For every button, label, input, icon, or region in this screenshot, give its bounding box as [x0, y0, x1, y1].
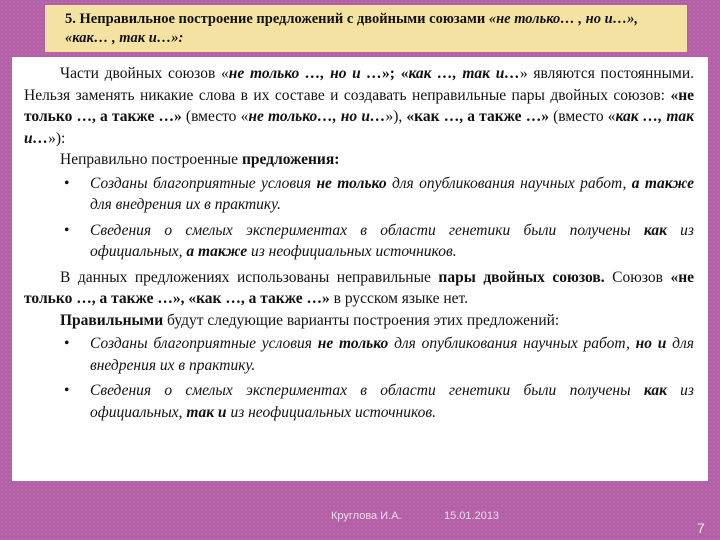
bullet-icon: •	[64, 335, 70, 352]
footer-author: Круглова И.А.	[331, 510, 402, 522]
text-run: не только	[316, 174, 387, 192]
text-run: Созданы благоприятные условия	[90, 174, 317, 192]
bullet-icon: •	[64, 382, 70, 399]
text-run: не только…, но и…	[248, 108, 386, 125]
text-run: (вместо «	[548, 108, 616, 125]
text-run: «не только …, а также …»	[24, 86, 694, 125]
slide-title-line-1	[65, 10, 679, 29]
text-run: но и	[635, 335, 667, 352]
text-run: для внедрения их в практику.	[90, 335, 694, 374]
text-run: Сведения о смелых экспериментах в области генетики были получены	[90, 221, 644, 239]
text-run: Союзов	[604, 268, 671, 286]
wrong-sentences-heading	[24, 149, 694, 171]
text-run: как …, так и…	[408, 65, 520, 82]
correct-example-2	[24, 380, 694, 423]
text-run: Части двойных союзов «	[60, 65, 229, 82]
text-run: не только …, но и …	[228, 65, 383, 82]
correct-sentences-heading	[24, 310, 694, 332]
slide-footer	[0, 505, 720, 525]
text-run: (вместо «	[181, 108, 249, 125]
text-run: 5. Неправильное построение предложений с двойными союзами	[65, 11, 489, 27]
correct-example-1-text	[90, 335, 694, 374]
text-run: для опубликования научных работ,	[386, 174, 632, 192]
text-run: «не только… , но и…»,	[488, 11, 639, 27]
text-run: так и	[186, 403, 227, 421]
page-number: 7	[697, 520, 705, 536]
text-run: » являются постоянными. Нельзя заменять никакие слова в их составе и создавать неправильные пары двойных союзов:	[24, 65, 695, 104]
bullet-icon: •	[64, 174, 70, 192]
text-run: «не только …, а также …», «как …, а также …»	[24, 268, 694, 307]
text-run: а также	[186, 243, 248, 260]
text-run: не только	[317, 335, 389, 352]
wrong-example-1	[24, 173, 694, 216]
rule-paragraph	[24, 63, 694, 149]
text-run: в русском языке нет.	[329, 290, 468, 307]
text-run: »):	[48, 129, 66, 147]
text-run: как	[643, 221, 667, 239]
correct-example-2-text	[90, 382, 694, 421]
wrong-example-2-text	[90, 222, 694, 261]
text-run: из официальных,	[90, 382, 694, 421]
text-run: для внедрения их в практику.	[90, 196, 281, 213]
text-run: из неофициальных источников.	[226, 403, 437, 421]
content-box	[12, 57, 708, 481]
slide-title	[45, 5, 687, 52]
text-run: »; «	[382, 65, 409, 82]
text-run: Сведения о смелых экспериментах в области генетики были получены	[90, 382, 644, 399]
text-run: а также	[631, 174, 694, 192]
text-run: «как …, а также …»	[406, 108, 549, 125]
explanation-paragraph	[24, 267, 694, 310]
text-run: будут следующие варианты построения этих предложений:	[163, 311, 560, 329]
correct-example-1	[24, 333, 694, 376]
wrong-example-1-text	[90, 175, 694, 214]
text-run: Неправильно построенные	[60, 151, 242, 168]
text-run: из официальных,	[90, 221, 694, 260]
text-run: предложения:	[241, 151, 340, 168]
text-run: Созданы благоприятные условия	[90, 335, 318, 352]
title-line-2-text: «как… , так и…»:	[65, 30, 184, 46]
text-run: как	[643, 382, 667, 399]
text-run: как …, так и…	[24, 108, 694, 147]
text-run: Правильными	[60, 311, 164, 329]
text-run: из неофициальных источников.	[247, 243, 457, 260]
text-run: В данных предложениях использованы неправильные	[60, 268, 439, 286]
text-run: для опубликования научных работ,	[388, 335, 636, 352]
bullet-icon: •	[64, 221, 70, 239]
wrong-example-2	[24, 220, 694, 263]
slide-title-line-2	[65, 29, 679, 48]
footer-date: 15.01.2013	[444, 510, 500, 522]
text-run: пары двойных союзов.	[438, 268, 605, 286]
text-run: »),	[385, 108, 407, 125]
